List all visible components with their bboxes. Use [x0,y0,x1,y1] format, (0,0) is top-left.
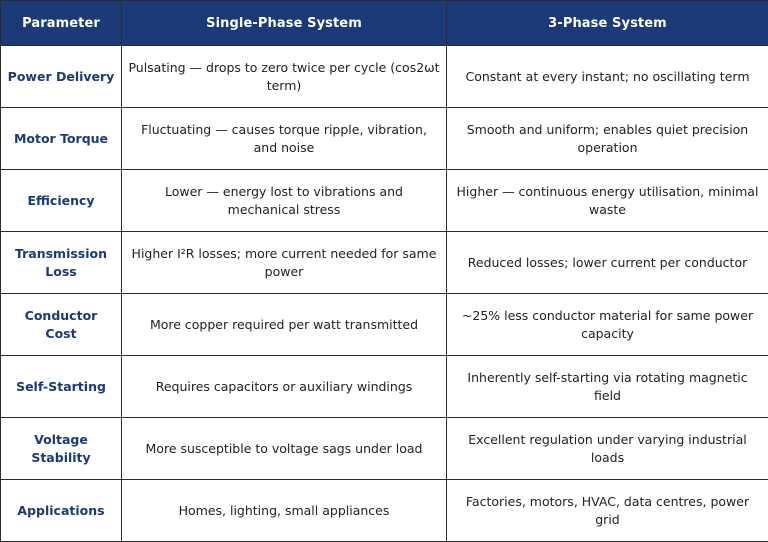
three-phase-cell: Reduced losses; lower current per conductor [447,232,768,294]
parameter-cell: Voltage Stability [1,418,122,480]
parameter-cell: Transmission Loss [1,232,122,294]
parameter-cell: Power Delivery [1,46,122,108]
single-phase-cell: Pulsating — drops to zero twice per cycle (cos2ωt term) [122,46,447,108]
parameter-cell: Motor Torque [1,108,122,170]
three-phase-cell: Excellent regulation under varying industrial loads [447,418,768,480]
single-phase-cell: Homes, lighting, small appliances [122,480,447,542]
parameter-cell: Efficiency [1,170,122,232]
three-phase-cell: Inherently self-starting via rotating magnetic field [447,356,768,418]
table-row [1,356,768,418]
parameter-cell: Conductor Cost [1,294,122,356]
table-row [1,232,768,294]
single-phase-cell: Higher I²R losses; more current needed for same power [122,232,447,294]
three-phase-cell: Higher — continuous energy utilisation, minimal waste [447,170,768,232]
table-row [1,480,768,542]
table-header-row [1,1,768,46]
three-phase-cell: Smooth and uniform; enables quiet precision operation [447,108,768,170]
parameter-cell: Applications [1,480,122,542]
three-phase-cell: Constant at every instant; no oscillating term [447,46,768,108]
table-row [1,170,768,232]
table-row [1,294,768,356]
three-phase-cell: Factories, motors, HVAC, data centres, power grid [447,480,768,542]
single-phase-cell: Fluctuating — causes torque ripple, vibration, and noise [122,108,447,170]
table-row [1,108,768,170]
header-three-phase: 3-Phase System [447,1,768,46]
header-parameter: Parameter [1,1,122,46]
single-phase-cell: More copper required per watt transmitted [122,294,447,356]
single-phase-cell: More susceptible to voltage sags under load [122,418,447,480]
single-phase-cell: Lower — energy lost to vibrations and mechanical stress [122,170,447,232]
single-phase-cell: Requires capacitors or auxiliary windings [122,356,447,418]
parameter-cell: Self-Starting [1,356,122,418]
table-row [1,418,768,480]
three-phase-cell: ~25% less conductor material for same power capacity [447,294,768,356]
table-row [1,46,768,108]
header-single-phase: Single-Phase System [122,1,447,46]
